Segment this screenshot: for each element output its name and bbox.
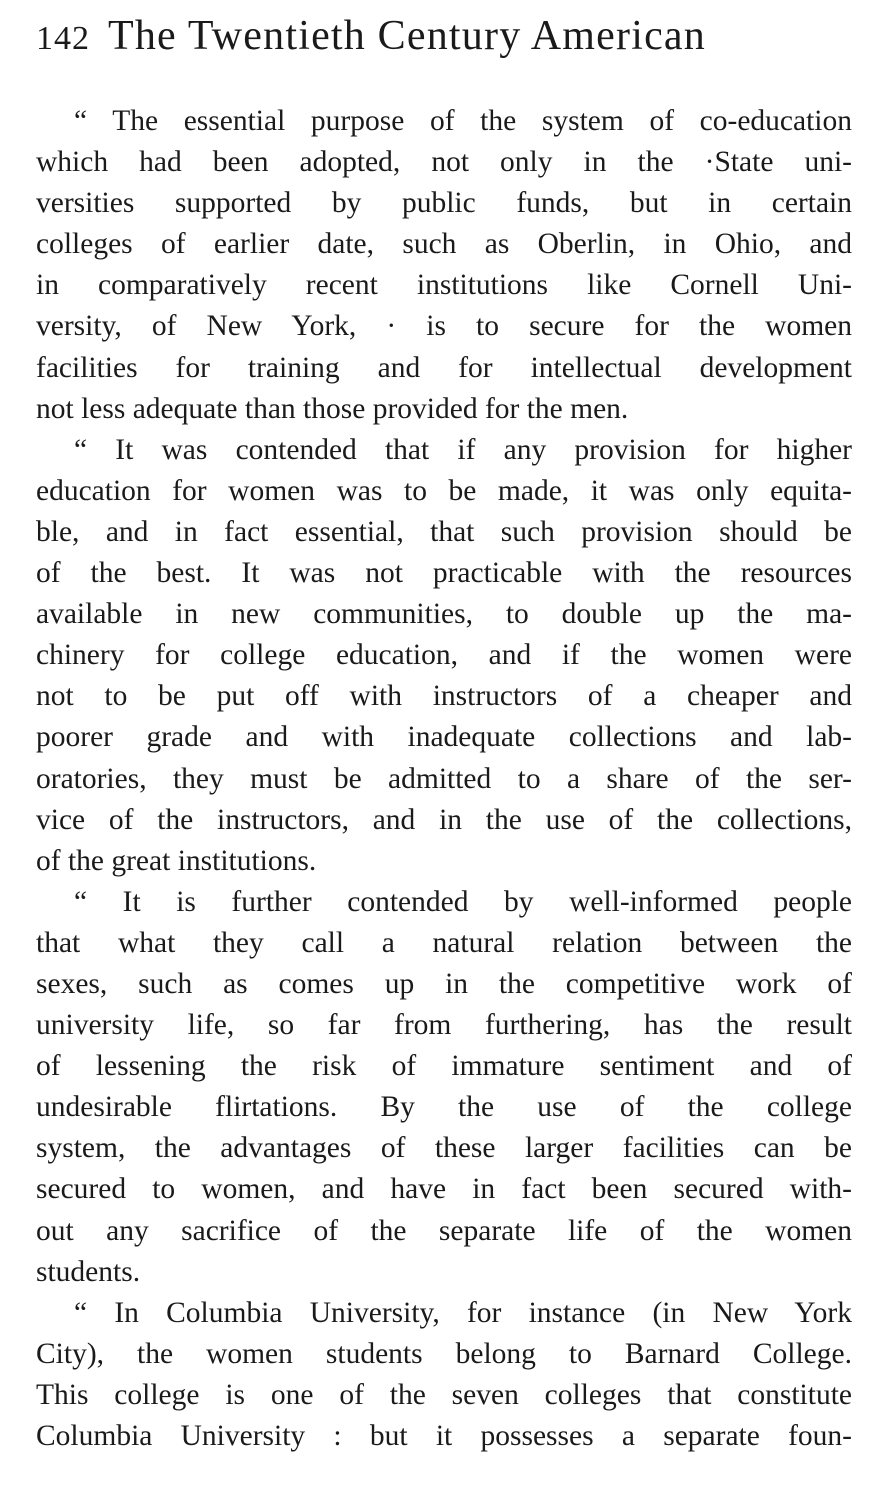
body-text: [36, 101, 852, 1457]
text-line: system, the advantages of these larger facilities can be: [36, 1132, 852, 1165]
text-line: chinery for college education, and if the women were: [36, 639, 852, 672]
running-title: The Twentieth Century American: [108, 13, 706, 59]
text-line: of lessening the risk of immature sentiment and of: [36, 1050, 852, 1083]
text-line: “ It was contended that if any provision for higher: [74, 433, 852, 466]
text-line: not less adequate than those provided for the men.: [36, 392, 629, 425]
text-line: ble, and in fact essential, that such provision should be: [36, 515, 852, 548]
text-line: “ The essential purpose of the system of co-education: [74, 105, 852, 137]
running-head: [36, 12, 851, 68]
text-line: that what they call a natural relation between the: [36, 926, 852, 959]
text-line: “ It is further contended by well-informed people: [74, 885, 852, 918]
text-line: in comparatively recent institutions like Cornell Uni-: [36, 269, 852, 302]
text-line: “ In Columbia University, for instance (in New York: [74, 1296, 852, 1329]
page-number: 142: [36, 20, 90, 57]
text-line: not to be put off with instructors of a cheaper and: [36, 680, 852, 713]
text-line: university life, so far from furthering, has the result: [36, 1009, 852, 1042]
text-line: available in new communities, to double up the ma-: [36, 598, 852, 631]
text-line: colleges of earlier date, such as Oberlin, in Ohio, and: [36, 228, 852, 261]
text-line: of the best. It was not practicable with the resources: [36, 557, 852, 590]
text-line: oratories, they must be admitted to a share of the ser-: [36, 762, 852, 795]
text-line: vice of the instructors, and in the use of the collections,: [36, 803, 852, 836]
text-line: City), the women students belong to Barnard College.: [36, 1337, 852, 1370]
text-line: undesirable flirtations. By the use of the college: [36, 1091, 852, 1124]
text-line: versity, of New York, · is to secure for the women: [36, 310, 852, 343]
text-line: This college is one of the seven colleges that constitute: [36, 1378, 852, 1411]
text-line: poorer grade and with inadequate collections and lab-: [36, 721, 852, 754]
text-line: education for women was to be made, it was only equita-: [36, 474, 852, 507]
text-line: out any sacrifice of the separate life of the women: [36, 1214, 852, 1247]
text-line: Columbia University : but it possesses a separate foun-: [36, 1420, 852, 1452]
text-line: facilities for training and for intellectual development: [36, 351, 852, 384]
text-line: versities supported by public funds, but in certain: [36, 187, 852, 220]
text-line: of the great institutions.: [36, 844, 317, 877]
text-line: students.: [36, 1255, 141, 1288]
text-line: which had been adopted, not only in the ·State uni-: [36, 146, 852, 179]
text-line: secured to women, and have in fact been secured with-: [36, 1173, 852, 1206]
text-line: sexes, such as comes up in the competitive work of: [36, 967, 852, 1000]
